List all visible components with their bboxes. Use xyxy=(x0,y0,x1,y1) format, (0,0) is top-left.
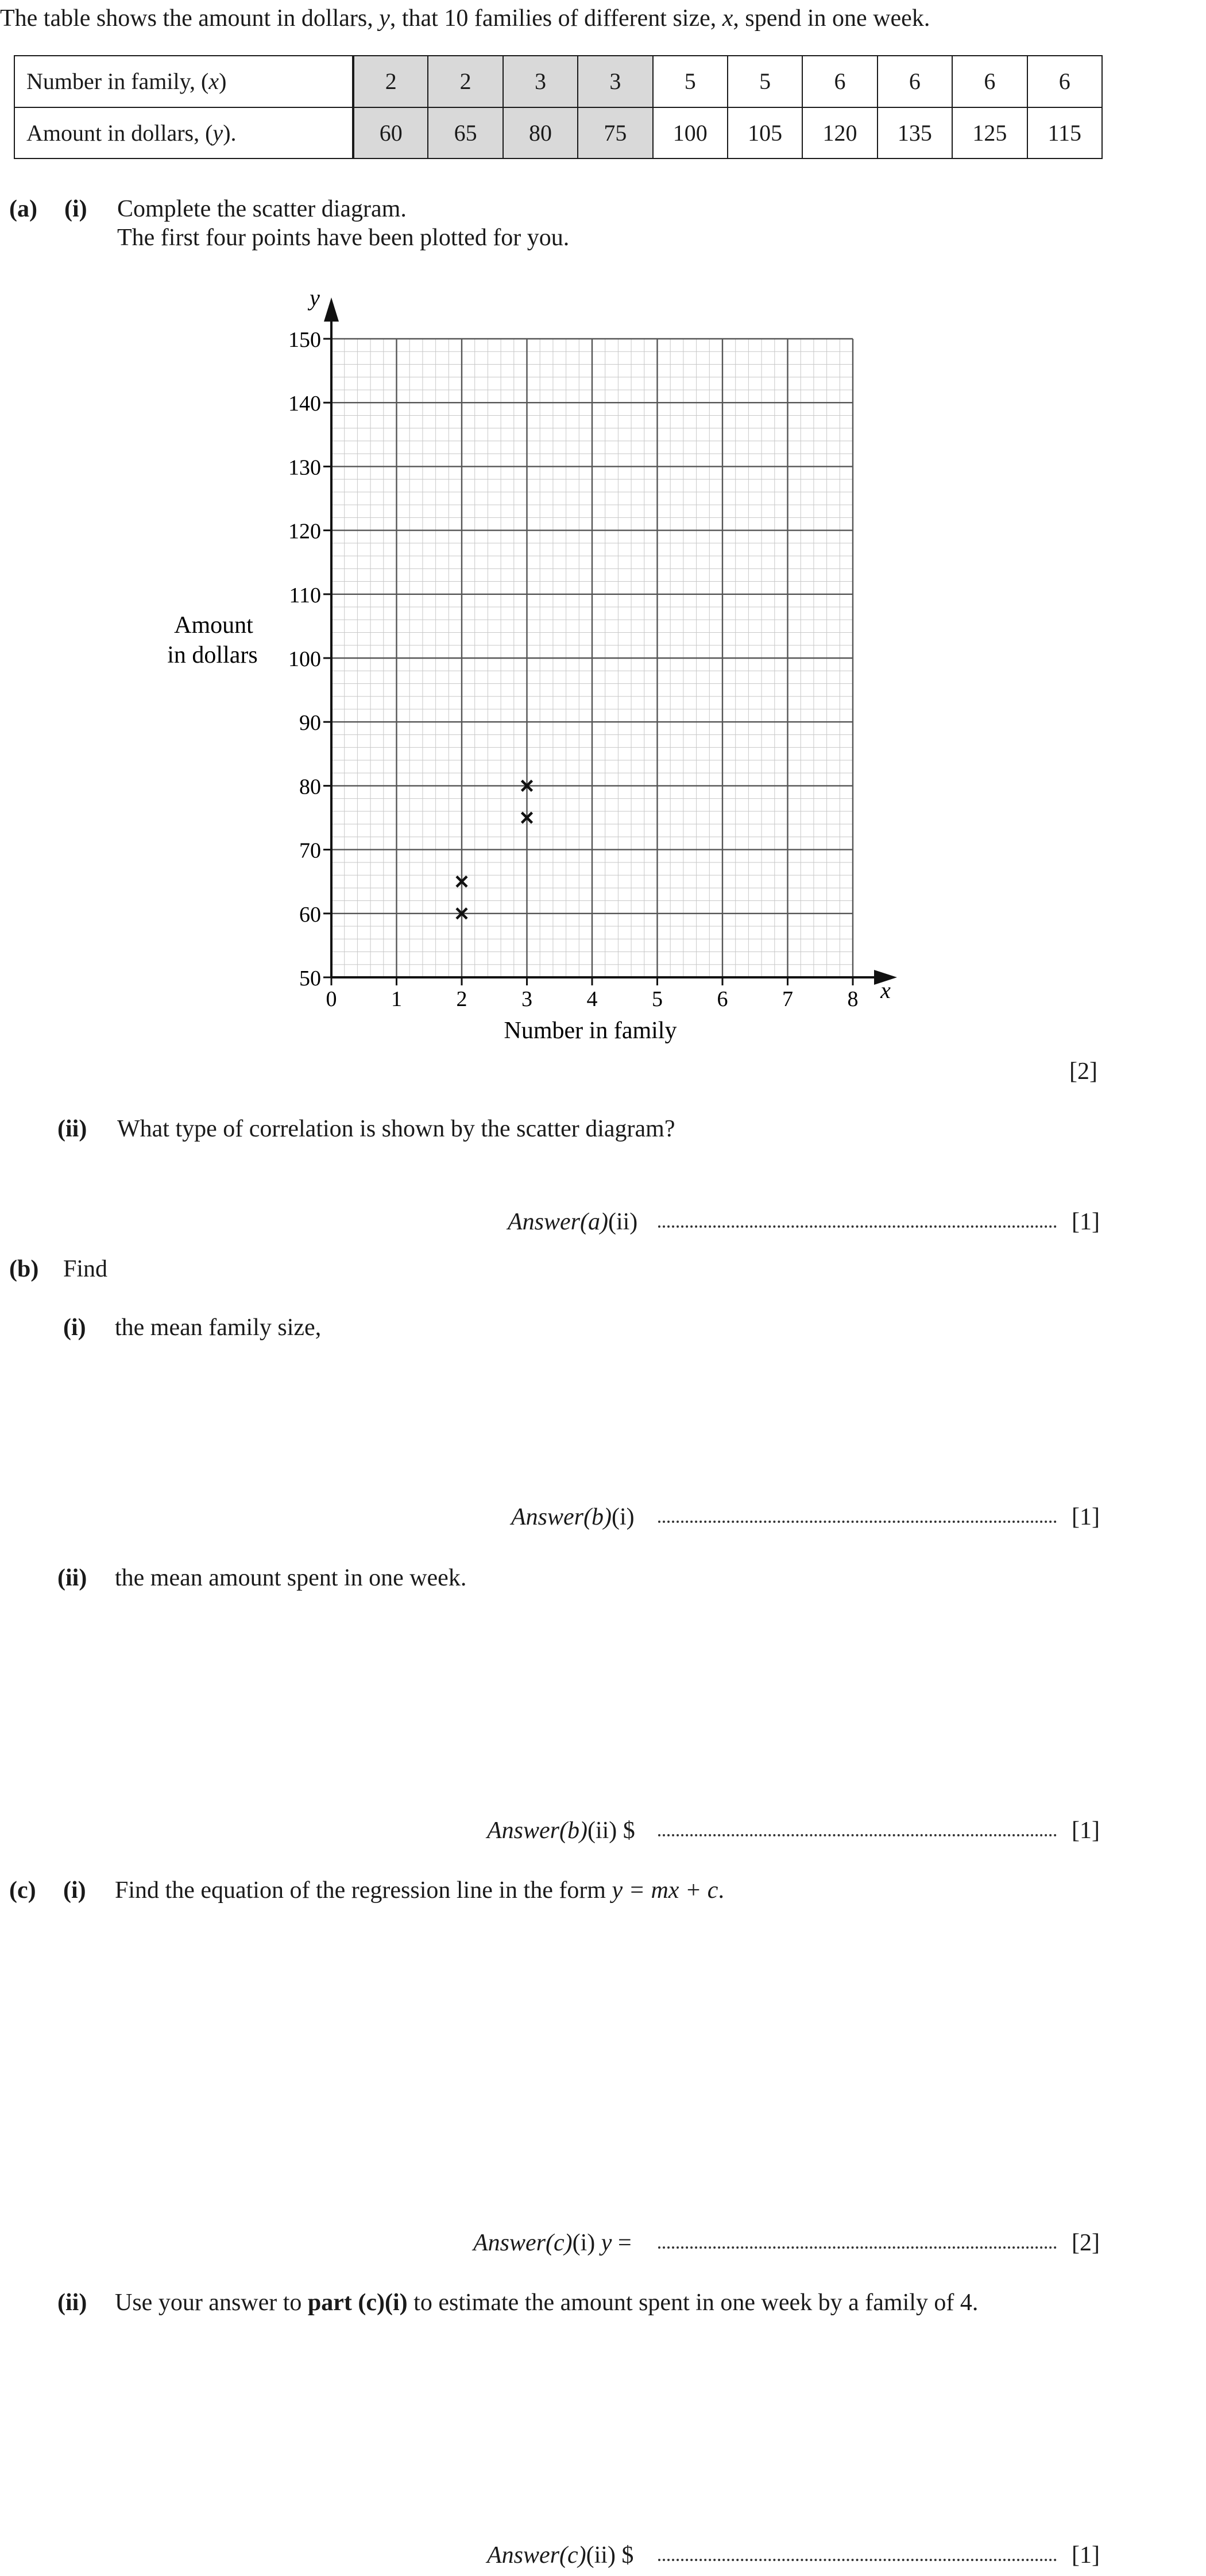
x-tick-label: 8 xyxy=(847,987,859,1011)
intro-text: The table shows the amount in dollars, y, that 10 families of different size, x, spend in one week. xyxy=(0,5,930,32)
x-tick-label: 0 xyxy=(326,987,337,1011)
part-b-i-question: the mean family size, xyxy=(115,1314,322,1341)
table-cell: 6 xyxy=(1027,56,1102,107)
table-cell: 3 xyxy=(578,56,652,107)
table-cell: 105 xyxy=(728,107,802,159)
y-tick-label: 150 xyxy=(288,328,321,352)
part-a-ii-question: What type of correlation is shown by the scatter diagram? xyxy=(117,1116,675,1142)
part-a-i-line1: Complete the scatter diagram. xyxy=(117,196,407,222)
answer-a-ii-line[interactable] xyxy=(658,1225,1057,1228)
y-tick-label: 130 xyxy=(288,455,321,480)
part-a-i-label: (i) xyxy=(64,196,87,222)
part-c-label: (c) xyxy=(9,1877,36,1904)
y-tick-label: 70 xyxy=(299,838,321,863)
part-a-label: (a) xyxy=(9,196,37,222)
answer-b-i-line[interactable] xyxy=(658,1521,1057,1523)
y-tick-label: 100 xyxy=(288,647,321,671)
answer-b-ii-label: Answer(b)(ii) $ xyxy=(487,1817,635,1844)
part-c-ii-marks: [1] xyxy=(1072,2542,1100,2569)
answer-c-ii-label: Answer(c)(ii) $ xyxy=(487,2542,634,2569)
part-b-find: Find xyxy=(63,1256,108,1282)
y-axis-label-line2: in dollars xyxy=(167,642,258,668)
table-cell: 135 xyxy=(878,107,952,159)
part-a-ii-marks: [1] xyxy=(1072,1209,1100,1235)
table-cell: 65 xyxy=(428,107,502,159)
x-tick-label: 2 xyxy=(456,987,467,1011)
row-header-x: Number in family, (x) xyxy=(14,56,353,107)
answer-a-ii-label: Answer(a)(ii) xyxy=(508,1209,638,1235)
part-c-ii-label: (ii) xyxy=(57,2289,87,2316)
part-a-ii-label: (ii) xyxy=(57,1116,87,1142)
data-table xyxy=(14,55,1103,159)
x-tick-label: 1 xyxy=(391,987,402,1011)
y-tick-label: 140 xyxy=(288,392,321,416)
table-cell: 115 xyxy=(1027,107,1102,159)
part-c-i-question: Find the equation of the regression line in the form y = mx + c. xyxy=(115,1877,724,1904)
row-header-y: Amount in dollars, (y). xyxy=(14,107,353,159)
part-b-ii-label: (ii) xyxy=(57,1565,87,1591)
table-cell: 5 xyxy=(653,56,728,107)
part-b-ii-question: the mean amount spent in one week. xyxy=(115,1565,467,1591)
table-cell: 60 xyxy=(353,107,428,159)
x-tick-label: 4 xyxy=(586,987,598,1011)
part-b-ii-marks: [1] xyxy=(1072,1817,1100,1844)
part-c-ii-question: Use your answer to part (c)(i) to estimate the amount spent in one week by a family of 4. xyxy=(115,2289,979,2316)
y-tick-label: 60 xyxy=(299,902,321,927)
table-cell: 6 xyxy=(878,56,952,107)
y-axis-variable: y xyxy=(310,285,320,311)
x-axis-label: Number in family xyxy=(504,1018,677,1044)
table-cell: 5 xyxy=(728,56,802,107)
y-axis-label-line1: Amount xyxy=(174,612,253,639)
table-cell: 120 xyxy=(802,107,877,159)
y-axis-arrow xyxy=(324,297,339,322)
part-a-i-line2: The first four points have been plotted for you. xyxy=(117,225,570,251)
table-cell: 6 xyxy=(802,56,877,107)
part-c-i-marks: [2] xyxy=(1072,2230,1100,2256)
answer-b-ii-line[interactable] xyxy=(658,1834,1057,1836)
x-tick-label: 6 xyxy=(717,987,728,1011)
y-tick-label: 80 xyxy=(299,775,321,799)
table-cell: 6 xyxy=(952,56,1027,107)
table-cell: 75 xyxy=(578,107,652,159)
table-cell: 2 xyxy=(353,56,428,107)
x-tick-label: 5 xyxy=(652,987,663,1011)
part-b-label: (b) xyxy=(9,1256,39,1282)
part-b-i-label: (i) xyxy=(63,1314,86,1341)
answer-b-i-label: Answer(b)(i) xyxy=(511,1504,635,1530)
table-row-y xyxy=(14,107,1102,159)
table-cell: 3 xyxy=(503,56,578,107)
x-axis-variable: x xyxy=(880,977,891,1003)
part-c-i-label: (i) xyxy=(63,1877,86,1904)
part-b-i-marks: [1] xyxy=(1072,1504,1100,1530)
table-cell: 80 xyxy=(503,107,578,159)
answer-c-i-line[interactable] xyxy=(658,2246,1057,2249)
table-row-x xyxy=(14,56,1102,107)
scatter-chart xyxy=(0,276,976,1068)
x-tick-label: 3 xyxy=(521,987,532,1011)
table-cell: 2 xyxy=(428,56,502,107)
table-cell: 125 xyxy=(952,107,1027,159)
y-tick-label: 50 xyxy=(299,966,321,991)
tick-labels xyxy=(288,328,859,1011)
x-tick-label: 7 xyxy=(782,987,793,1011)
table-cell: 100 xyxy=(653,107,728,159)
part-a-i-marks: [2] xyxy=(1069,1058,1097,1085)
y-tick-label: 90 xyxy=(299,711,321,736)
y-tick-label: 110 xyxy=(289,583,321,608)
answer-c-i-label: Answer(c)(i) y = xyxy=(473,2230,632,2256)
answer-c-ii-line[interactable] xyxy=(658,2559,1057,2561)
y-tick-label: 120 xyxy=(288,519,321,544)
